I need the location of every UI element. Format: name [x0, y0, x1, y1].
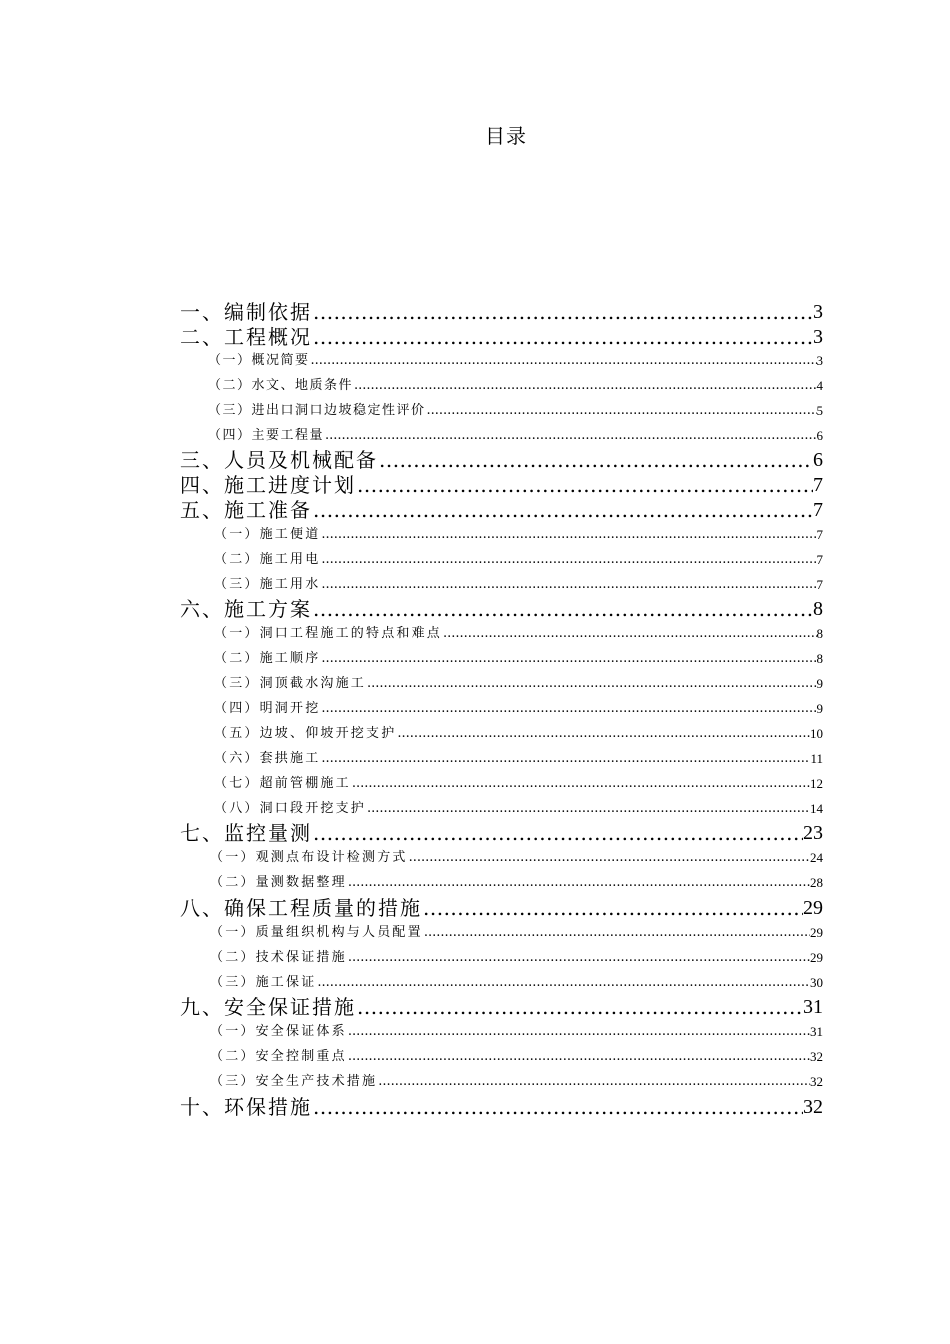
toc-entry-10[interactable]: [180, 1095, 823, 1120]
leader-dots: [423, 896, 803, 921]
leader-dots: [397, 724, 810, 744]
toc-entry-page: 12: [810, 776, 823, 791]
toc-entry-6-8[interactable]: [214, 799, 823, 819]
toc-entry-9-2[interactable]: [210, 1047, 823, 1067]
leader-dots: [311, 351, 817, 371]
toc-entry-label: （三）洞顶截水沟施工: [214, 676, 367, 691]
toc-entry-page: 29: [810, 950, 823, 965]
toc-entry-page: 7: [816, 577, 823, 592]
toc-entry-7[interactable]: [180, 821, 823, 846]
toc-entry-page: 7: [813, 474, 823, 496]
toc-entry-label: 四、施工进度计划: [180, 473, 356, 497]
toc-entry-page: 7: [816, 527, 823, 542]
toc-entry-label: （二）水文、地质条件: [208, 378, 354, 393]
toc-entry-label: （三）施工用水: [214, 577, 321, 592]
leader-dots: [348, 948, 810, 968]
leader-dots: [321, 699, 816, 719]
toc-entry-6-6[interactable]: [214, 749, 823, 769]
toc-entry-page: 24: [810, 850, 823, 865]
leader-dots: [313, 597, 813, 622]
toc-entry-8-3[interactable]: [210, 973, 823, 993]
leader-dots: [313, 325, 813, 350]
leader-dots: [409, 848, 810, 868]
toc-entry-label: （一）安全保证体系: [210, 1024, 347, 1039]
leader-dots: [313, 821, 803, 846]
leader-dots: [321, 525, 816, 545]
leader-dots: [348, 1022, 810, 1042]
toc-entry-label: （二）技术保证措施: [210, 950, 347, 965]
toc-entry-page: 29: [810, 925, 823, 940]
toc-entry-page: 6: [813, 449, 823, 471]
toc-entry-page: 8: [816, 651, 823, 666]
leader-dots: [321, 575, 816, 595]
toc-entry-label: （三）施工保证: [210, 975, 317, 990]
leader-dots: [313, 1095, 803, 1120]
toc-entry-label: （一）观测点布设计检测方式: [210, 850, 408, 865]
leader-dots: [352, 774, 810, 794]
toc-entry-4[interactable]: [180, 473, 823, 498]
leader-dots: [357, 995, 803, 1020]
toc-entry-label: 八、确保工程质量的措施: [180, 896, 422, 920]
toc-entry-label: （三）进出口洞口边坡稳定性评价: [208, 403, 426, 418]
toc-entry-page: 14: [810, 801, 823, 816]
toc-entry-page: 32: [810, 1074, 823, 1089]
toc-entry-6-3[interactable]: [214, 674, 823, 694]
toc-entry-page: 7: [816, 552, 823, 567]
toc-entry-page: 5: [816, 403, 823, 418]
toc-entry-page: 23: [803, 822, 823, 844]
toc-entry-2[interactable]: [180, 325, 823, 350]
toc-entry-page: 6: [816, 428, 823, 443]
toc-entry-5-1[interactable]: [214, 525, 823, 545]
toc-entry-7-1[interactable]: [210, 848, 823, 868]
toc-entry-label: （七）超前管棚施工: [214, 776, 351, 791]
toc-entry-1[interactable]: [180, 300, 823, 325]
toc-entry-page: 3: [816, 353, 823, 368]
toc-entry-9-1[interactable]: [210, 1022, 823, 1042]
toc-entry-label: （三）安全生产技术措施: [210, 1074, 378, 1089]
leader-dots: [379, 448, 813, 473]
toc-entry-8-2[interactable]: [210, 948, 823, 968]
leader-dots: [348, 1047, 810, 1067]
leader-dots: [321, 649, 816, 669]
toc-entry-label: 七、监控量测: [180, 821, 312, 845]
toc-entry-page: 28: [810, 875, 823, 890]
toc-entry-label: （二）安全控制重点: [210, 1049, 347, 1064]
toc-entry-label: （二）施工顺序: [214, 651, 321, 666]
leader-dots: [378, 1072, 810, 1092]
toc-entry-9[interactable]: [180, 995, 823, 1020]
toc-entry-page: 8: [816, 626, 823, 641]
leader-dots: [357, 473, 813, 498]
toc-entry-6-4[interactable]: [214, 699, 823, 719]
toc-entry-5-3[interactable]: [214, 575, 823, 595]
toc-entry-label: （一）质量组织机构与人员配置: [210, 925, 423, 940]
toc-entry-8[interactable]: [180, 896, 823, 921]
toc-entry-page: 29: [803, 897, 823, 919]
toc-entry-6-2[interactable]: [214, 649, 823, 669]
leader-dots: [367, 799, 810, 819]
toc-entry-9-3[interactable]: [210, 1072, 823, 1092]
toc-entry-page: 3: [813, 301, 823, 323]
toc-entry-5[interactable]: [180, 498, 823, 523]
toc-entry-6-5[interactable]: [214, 724, 823, 744]
toc-entry-label: 一、编制依据: [180, 300, 312, 324]
leader-dots: [313, 498, 813, 523]
toc-entry-6-7[interactable]: [214, 774, 823, 794]
toc-entry-page: 10: [810, 726, 823, 741]
toc-entry-page: 30: [810, 975, 823, 990]
toc-entry-label: （六）套拱施工: [214, 751, 321, 766]
toc-entry-page: 32: [810, 1049, 823, 1064]
toc-entry-2-2[interactable]: [208, 376, 823, 396]
toc-entry-label: （四）明洞开挖: [214, 701, 321, 716]
toc-entry-page: 11: [810, 751, 823, 766]
toc-entry-label: 六、施工方案: [180, 597, 312, 621]
toc-entry-label: （五）边坡、仰坡开挖支护: [214, 726, 397, 741]
toc-entry-page: 9: [816, 676, 823, 691]
toc-entry-label: 二、工程概况: [180, 325, 312, 349]
toc-entry-6-1[interactable]: [214, 624, 823, 644]
leader-dots: [325, 426, 816, 446]
toc-entry-label: （八）洞口段开挖支护: [214, 801, 367, 816]
leader-dots: [424, 923, 810, 943]
toc-entry-page: 7: [813, 499, 823, 521]
toc-entry-6[interactable]: [180, 597, 823, 622]
toc-entry-label: 三、人员及机械配备: [180, 448, 378, 472]
leader-dots: [317, 973, 810, 993]
leader-dots: [367, 674, 816, 694]
leader-dots: [313, 300, 813, 325]
toc-entry-label: （二）施工用电: [214, 552, 321, 567]
leader-dots: [321, 550, 816, 570]
toc-entry-page: 31: [810, 1024, 823, 1039]
toc-entry-label: （一）施工便道: [214, 527, 321, 542]
leader-dots: [427, 401, 817, 421]
toc-entry-label: 十、环保措施: [180, 1095, 312, 1119]
toc-entry-page: 31: [803, 996, 823, 1018]
toc-entry-page: 8: [813, 598, 823, 620]
toc-entry-7-2[interactable]: [210, 873, 823, 893]
toc-entry-label: （一）洞口工程施工的特点和难点: [214, 626, 443, 641]
toc-entry-label: 九、安全保证措施: [180, 995, 356, 1019]
toc-entry-label: 五、施工准备: [180, 498, 312, 522]
toc-entry-3[interactable]: [180, 448, 823, 473]
leader-dots: [443, 624, 816, 644]
toc-entry-label: （二）量测数据整理: [210, 875, 347, 890]
toc-entry-5-2[interactable]: [214, 550, 823, 570]
toc-entry-2-1[interactable]: [208, 351, 823, 371]
toc-entry-label: （四）主要工程量: [208, 428, 325, 443]
toc-entry-page: 9: [816, 701, 823, 716]
toc-title: 目录: [485, 124, 527, 148]
toc-entry-page: 4: [816, 378, 823, 393]
toc-entry-8-1[interactable]: [210, 923, 823, 943]
toc-entry-page: 3: [813, 326, 823, 348]
toc-entry-2-3[interactable]: [208, 401, 823, 421]
leader-dots: [348, 873, 810, 893]
toc-entry-2-4[interactable]: [208, 426, 823, 446]
toc-entry-page: 32: [803, 1096, 823, 1118]
leader-dots: [321, 749, 810, 769]
leader-dots: [354, 376, 816, 396]
toc-entry-label: （一）概况简要: [208, 353, 310, 368]
